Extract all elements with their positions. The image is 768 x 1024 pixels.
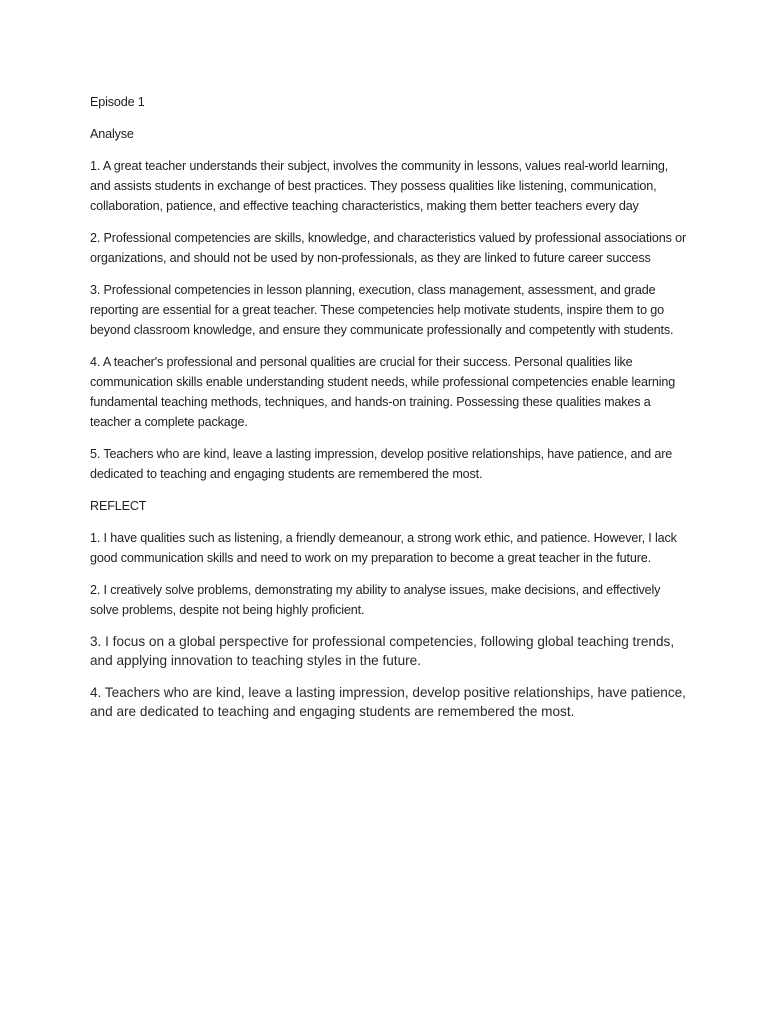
reflect-heading: REFLECT [90,499,147,513]
analyse-heading: Analyse [90,127,134,141]
reflect-paragraph-2: 2. I creatively solve problems, demonstrating my ability to analyse issues, make decisions, and effectively solve problems, despite not being highly proficient. [90,583,661,617]
reflect-paragraph-1: 1. I have qualities such as listening, a friendly demeanour, a strong work ethic, and patience. However, I lack good communication skills and need to work on my preparation to become a great teacher in the future. [90,531,677,565]
analyse-paragraph-2: 2. Professional competencies are skills, knowledge, and characteristics valued by professional associations or organizations, and should not be used by non-professionals, as they are linked to future career success [90,231,687,265]
episode-title: Episode 1 [90,95,145,109]
reflect-paragraph-4: 4. Teachers who are kind, leave a lasting impression, develop positive relationships, have patience, and are dedicated to teaching and engaging students are remembered the most. [90,685,686,719]
analyse-paragraph-3: 3. Professional competencies in lesson planning, execution, class management, assessment, and grade reporting are essential for a great teacher. These competencies help motivate students, inspire them to go beyond classroom knowledge, and ensure they communicate professionally and competently with students. [90,283,674,337]
analyse-paragraph-4: 4. A teacher's professional and personal qualities are crucial for their success. Personal qualities like communication skills enable understanding student needs, while professional competencies enable learning fundamental teaching methods, techniques, and hands-on training. Possessing these qualities makes a teacher a complete package. [90,355,676,429]
document-body [90,92,690,734]
analyse-paragraph-5: 5. Teachers who are kind, leave a lasting impression, develop positive relationships, have patience, and are dedicated to teaching and engaging students are remembered the most. [90,447,673,481]
analyse-paragraph-1: 1. A great teacher understands their subject, involves the community in lessons, values real-world learning, and assists students in exchange of best practices. They possess qualities like listening, communication, collaboration, patience, and effective teaching characteristics, making them better teachers every day [90,159,669,213]
reflect-paragraph-3: 3. I focus on a global perspective for professional competencies, following global teaching trends, and applying innovation to teaching styles in the future. [90,634,675,668]
